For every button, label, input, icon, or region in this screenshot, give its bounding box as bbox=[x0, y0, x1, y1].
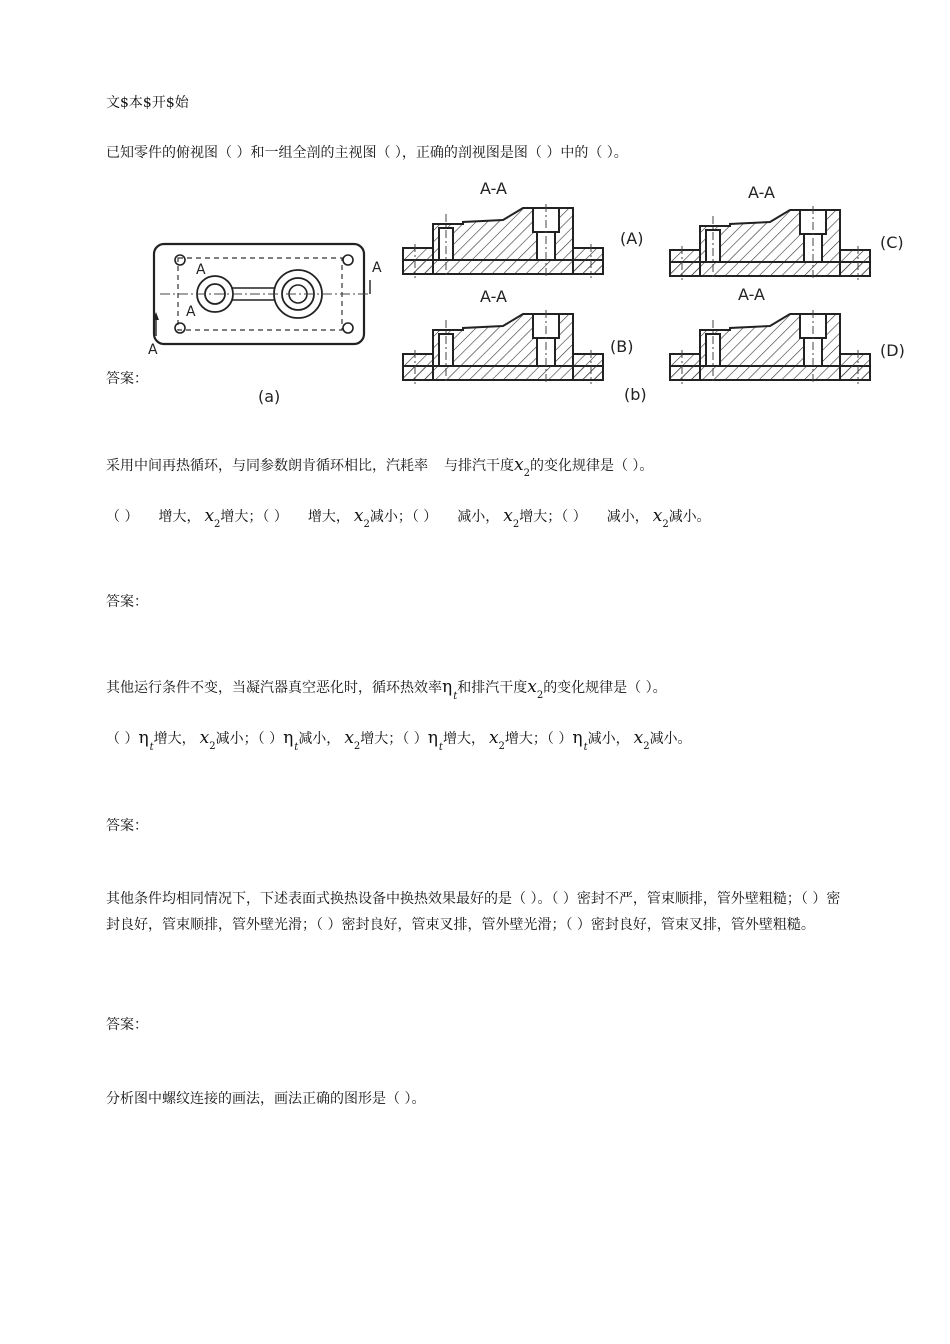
q3-text-mid: 和排汽干度 bbox=[457, 680, 528, 696]
section-title-d: A-A bbox=[738, 285, 765, 304]
q2-option-4: （ ） 减小， $x_2$减小。 bbox=[561, 506, 711, 530]
q2-option-1: （ ） 增大， $x_2$增大； bbox=[106, 506, 263, 530]
section-mark-a-4: A bbox=[148, 342, 158, 358]
q3-eta-sub: t bbox=[453, 691, 458, 702]
section-option-d bbox=[670, 285, 905, 384]
q3-eta: η bbox=[442, 677, 453, 697]
q3-var-x: x bbox=[527, 677, 537, 697]
q3-option-4: （ ）$\eta_t$减小， $x_2$减小。 bbox=[546, 728, 692, 753]
q3-option-2: （ ）$\eta_t$减小， $x_2$增大； bbox=[257, 728, 403, 753]
q1-section-options-figure bbox=[398, 178, 918, 408]
question-2-answer-label: 答案： bbox=[106, 594, 148, 610]
option-label-a: (A) bbox=[620, 229, 644, 248]
question-5-text: 分析图中螺纹连接的画法，画法正确的图形是（ ）。 bbox=[106, 1091, 426, 1107]
question-1-text: 已知零件的俯视图（ ）和一组全剖的主视图（ ），正确的剖视图是图（ ）中的（ ）。 bbox=[106, 145, 628, 161]
q2-option-3: （ ） 减小， $x_2$增大； bbox=[411, 506, 562, 530]
q3-option-3: （ ）$\eta_t$增大， $x_2$增大； bbox=[402, 728, 547, 753]
q2-var-sub: 2 bbox=[523, 468, 530, 479]
q2-text-post: 的变化规律是（ ）。 bbox=[529, 458, 654, 474]
section-mark-a-1: A bbox=[196, 262, 206, 278]
section-mark-a-2: A bbox=[186, 304, 196, 320]
section-title-b: A-A bbox=[480, 287, 507, 306]
section-option-a bbox=[403, 179, 643, 278]
q3-text-post: 的变化规律是（ ）。 bbox=[543, 680, 667, 696]
section-mark-a-3: A bbox=[372, 260, 382, 276]
section-title-c: A-A bbox=[748, 183, 775, 202]
sections-caption: (b) bbox=[624, 385, 647, 404]
q2-text-mid: 与排汽干度 bbox=[444, 458, 514, 474]
option-label-c: (C) bbox=[880, 233, 904, 252]
q3-text-pre: 其他运行条件不变，当凝汽器真空恶化时，循环热效率 bbox=[106, 680, 442, 696]
section-title-a: A-A bbox=[480, 179, 507, 198]
question-2-options bbox=[106, 506, 711, 529]
question-3-answer-label: 答案： bbox=[106, 818, 148, 834]
q2-var-x: x bbox=[514, 455, 524, 475]
question-1-answer-label: 答案： bbox=[106, 371, 148, 387]
document-header: 文$本$开$始 bbox=[106, 95, 189, 111]
q1-top-view-figure bbox=[140, 232, 382, 406]
q3-option-1: （ ）$\eta_t$增大， $x_2$减小； bbox=[106, 728, 258, 753]
q3-var-sub: 2 bbox=[536, 690, 544, 701]
q2-option-2: （ ） 增大， $x_2$减小； bbox=[262, 506, 412, 530]
section-option-b bbox=[403, 287, 633, 384]
option-label-d: (D) bbox=[880, 341, 905, 360]
question-3-options bbox=[106, 728, 692, 751]
option-label-b: (B) bbox=[610, 337, 634, 356]
top-view-caption: (a) bbox=[258, 387, 281, 406]
question-4-answer-label: 答案： bbox=[106, 1017, 148, 1033]
section-option-c bbox=[670, 183, 904, 280]
question-3-text bbox=[106, 677, 667, 700]
q2-text-pre: 采用中间再热循环，与同参数朗肯循环相比，汽耗率 bbox=[106, 458, 428, 474]
question-2-text bbox=[106, 455, 653, 478]
question-4-text: 其他条件均相同情况下，下述表面式换热设备中换热效果最好的是（ ）。（ ）密封不严，管束顺排，管外壁粗糙；（ ）密封良好，管束顺排，管外壁光滑；（ ）密封良好，管束叉排，管外壁光滑；（ ）密封良好，管束叉排，管外壁粗糙。 bbox=[106, 891, 841, 933]
